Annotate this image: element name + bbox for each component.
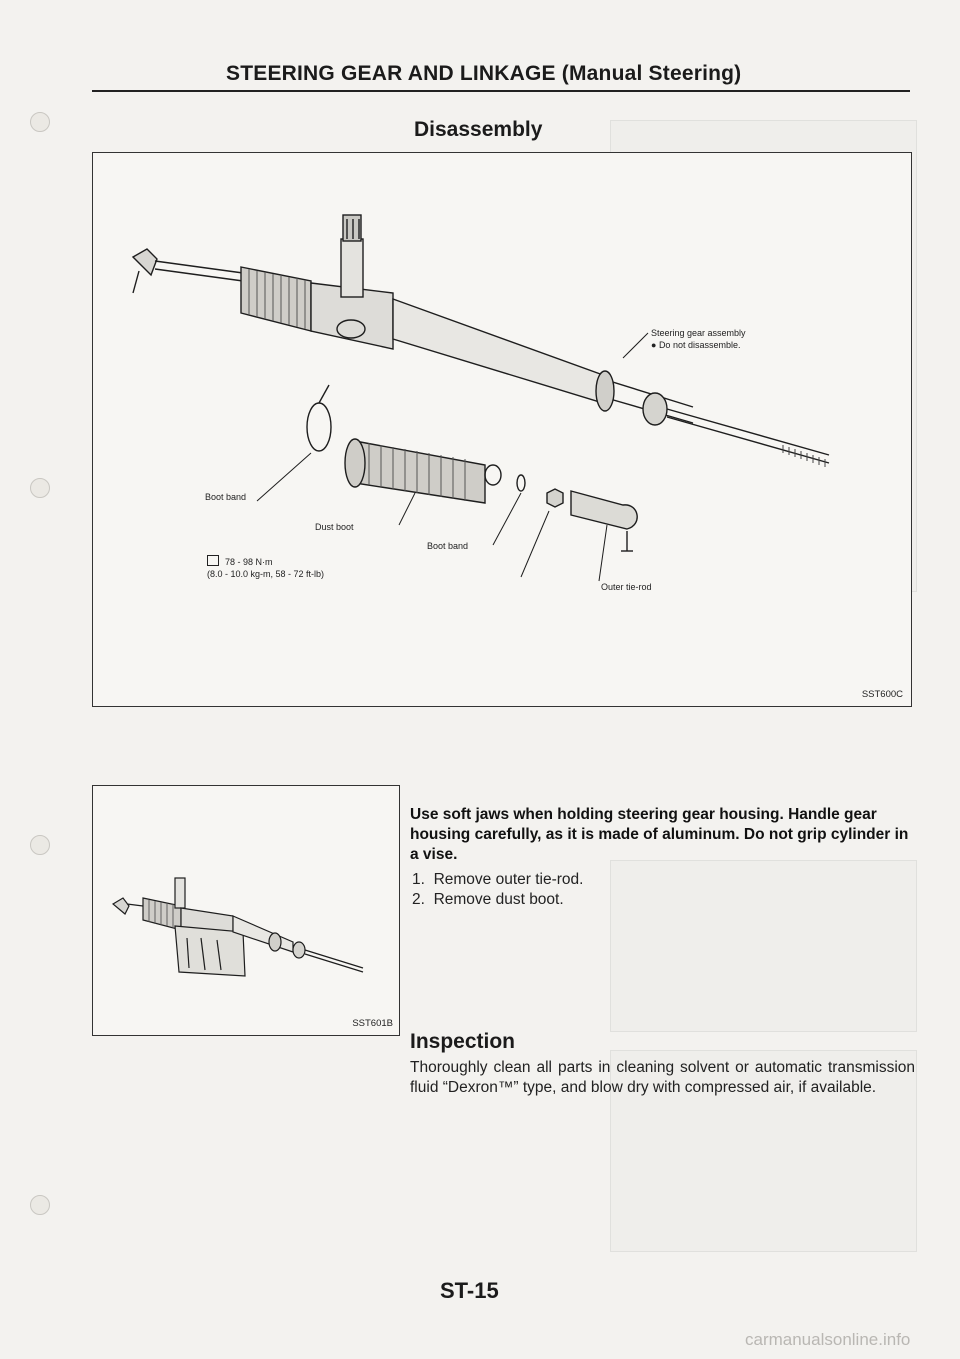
torque-spec [207, 555, 324, 580]
callout-boot-band-right: Boot band [427, 541, 469, 551]
binder-hole [30, 478, 50, 498]
disassembly-figure [92, 152, 912, 707]
handling-warning: Use soft jaws when holding steering gear housing. Handle gear housing carefully, as it is made of aluminum. Do not grip cylinder in a vise. [410, 806, 909, 863]
step-item [412, 890, 583, 910]
header-rule [92, 90, 910, 92]
step-text: Remove dust boot. [433, 891, 564, 908]
callout-steering-gear-label: Steering gear assembly [651, 328, 746, 338]
torque-wrench-icon [207, 555, 219, 566]
disassembly-heading: Disassembly [414, 118, 543, 141]
site-watermark: carmanualsonline.info [745, 1330, 911, 1349]
callout-boot-band-left: Boot band [205, 492, 247, 502]
figure-code: SST601B [352, 1018, 393, 1029]
page-number: ST-15 [440, 1278, 499, 1303]
binder-hole [30, 112, 50, 132]
torque-spec-other-units: (8.0 - 10.0 kg-m, 58 - 72 ft-lb) [207, 569, 325, 579]
step-number: 1. [412, 871, 425, 888]
callout-dust-boot: Dust boot [315, 522, 354, 532]
bleed-through-panel-middle [610, 860, 917, 1032]
callout-outer-tie-rod: Outer tie-rod [601, 582, 652, 592]
gear-housing-figure [92, 785, 400, 1036]
step-number: 2. [412, 891, 425, 908]
figure-code: SST600C [861, 689, 903, 700]
steering-gear-illustration [93, 786, 399, 1035]
binder-hole [30, 1195, 50, 1215]
torque-spec-nm: 78 - 98 N·m [225, 557, 273, 567]
bullet-icon: ● [651, 340, 659, 350]
step-item [412, 870, 583, 890]
procedure-steps [412, 870, 583, 910]
binder-hole [30, 835, 50, 855]
step-text: Remove outer tie-rod. [433, 871, 584, 888]
inspection-heading: Inspection [410, 1030, 516, 1053]
page-header-title: STEERING GEAR AND LINKAGE (Manual Steering) [226, 62, 742, 85]
steering-gear-exploded-illustration [93, 153, 911, 706]
inspection-text: Thoroughly clean all parts in cleaning solvent or automatic transmission fluid “Dexron™” type, and blow dry with compressed air, if available. [410, 1059, 915, 1096]
callout-steering-gear-assembly [651, 327, 746, 351]
callout-do-not-disassemble: Do not disassemble. [658, 340, 741, 350]
